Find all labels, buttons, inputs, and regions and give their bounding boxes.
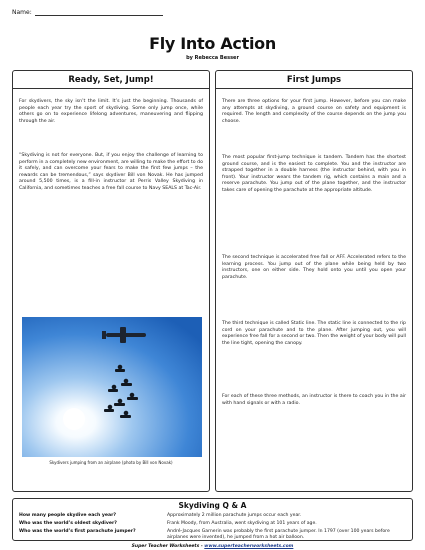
right-paragraph-2: The most popular first-jump technique is tandem. Tandem has the shortest ground course, and is the easiest to complete. You and the instructor are strapped together in a double harness (the instructor behind, with you in front). Your instructor wears the tandem rig, which contains a main and a reserve parachute. You jump out of the plane together, and the instructor takes care of opening the parachute at the appropriate altitude. [222,155,406,193]
first-jumps-panel [215,70,413,492]
name-label: Name: [12,9,32,16]
skydivers-illustration [22,317,202,457]
skydivers-photo [22,317,202,457]
qa-item [19,529,406,541]
footer-brand: Super Teacher Worksheets [131,544,200,549]
qa-question: How many people skydive each year? [19,513,117,518]
page-title: Fly Into Action [149,34,276,53]
footer-separator: - [199,544,205,549]
footer-url-link[interactable]: www.superteacherworksheets.com [204,544,294,549]
qa-item [19,513,406,519]
qa-answer: André-Jacques Garnerin was probably the first parachute jumper. In 1797 (over 100 years before airplanes were invented), he jumped from a hot air balloon. [167,529,390,540]
name-blank-line[interactable] [35,10,163,16]
right-paragraph-3: The second technique is accelerated free fall or AFF. Accelerated refers to the learning process. You jump out of the plane while being held by two instructors, one on either side. They hold onto you until you open your parachute. [222,255,406,280]
ready-set-jump-panel [12,70,210,492]
skydiving-qa-panel [12,498,413,541]
left-paragraph-2: “Skydiving is not for everyone. But, if you enjoy the challenge of learning to perform in a completely new environment, are willing to make the effort to do it safely, and can overcome your fears to make the first few jumps – the rewards can be tremendous,” says skydiver Bill von Novak. He has jumped around 5,500 times, is a fill-in instructor at Perris Valley Skydiving in California, and sometimes teaches a free fall course to Navy SEALS at Tac-Air. [19,153,203,191]
first-jumps-heading: First Jumps [216,71,412,89]
photo-caption: Skydivers jumping from an airplane (photo by Bill von Novak) [49,460,173,465]
right-paragraph-1: There are three options for your first jump. However, before you can make any attempts at skydiving, a ground course on safety and equipment is required. The length and complexity of the course depends on the jump you choose. [222,99,406,124]
qa-heading: Skydiving Q & A [178,501,247,510]
qa-question: Who was the world’s oldest skydiver? [19,521,117,526]
qa-question: Who was the world’s first parachute jumper? [19,529,136,534]
right-paragraph-4: The third technique is called Static line. The static line is connected to the rip cord on your parachute and to the plane. After jumping out, you will experience free fall for a second or two. Then the weight of your body will pull the line tight, opening the canopy. [222,321,406,346]
byline: by Rebecca Besser [186,55,239,61]
left-paragraph-1: For skydivers, the sky isn’t the limit. It’s just the beginning. Thousands of people each year try the sport of skydiving. Some only jump once, while others go on to experience lifelong adventures, maneuvering and flipping through the air. [19,99,203,124]
qa-answer: Approximately 2 million parachute jumps occur each year. [167,513,302,518]
right-paragraph-5: For each of these three methods, an instructor is there to coach you in the air with hand signals or with a radio. [222,394,406,406]
footer [0,544,425,549]
qa-item [19,521,406,527]
ready-set-jump-heading: Ready, Set, Jump! [13,71,209,89]
name-field[interactable] [12,9,163,16]
qa-answer: Frank Moody, from Australia, went skydiving at 101 years of age. [167,521,317,526]
